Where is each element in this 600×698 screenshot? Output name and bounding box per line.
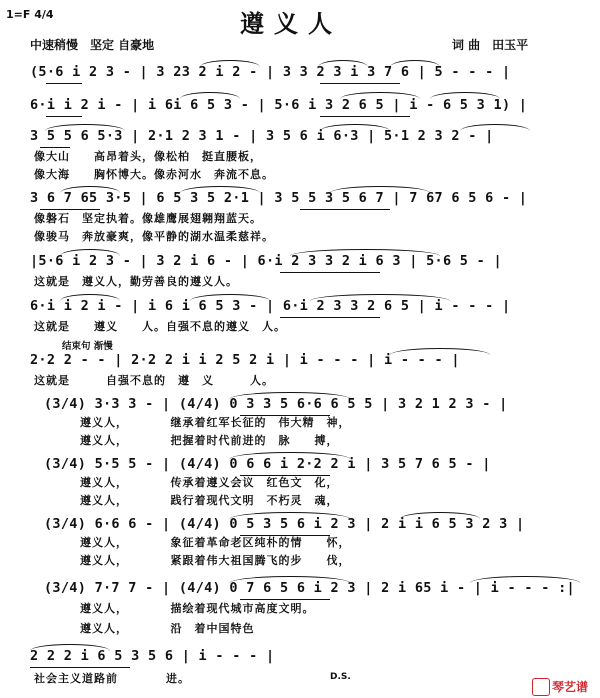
notation-line: (3/4) 5·5 5 - | (4/4) 0 6 6 i 2·2 2 i | 3 5 7 6 5 - | [44, 456, 491, 472]
beam [46, 83, 82, 84]
song-title: 遵义人 [240, 9, 342, 38]
lyric-line: 这就是 遵义人，勤劳善良的遵义人。 [34, 275, 238, 288]
beam [30, 667, 130, 668]
notation-line: 3 5 5 6 5·3 | 2·1 2 3 1 - | 3 5 6 i 6·3 | 5·1 2 3 2 - | [30, 128, 494, 144]
beam [240, 475, 330, 476]
slur [60, 294, 120, 301]
slur [190, 294, 270, 301]
slur [318, 60, 368, 67]
dal-segno-mark: D.S. [330, 672, 351, 682]
beam [280, 317, 380, 318]
slur [390, 348, 490, 355]
notation-line: 3 6 7 65 3·5 | 6 5 3 5 2·1 | 3 5 5 3 5 6 7 | 7 67 6 5 6 - | [30, 190, 528, 206]
notation-line: 2·2 2 - - | 2·2 2 i i 2 5 2 i | i - - - | i - - - | [30, 352, 460, 368]
lyric-line: 像骏马 奔放豪爽，像平静的湖水温柔慈祥。 [34, 230, 274, 243]
logo-icon [532, 678, 550, 696]
slur [400, 512, 480, 519]
slur [310, 294, 450, 301]
slur [230, 452, 350, 459]
slur [30, 644, 110, 651]
lyric-line: 遵义人， 继承着红军长征的 伟大精 神， [80, 416, 351, 429]
slur [320, 124, 390, 131]
slur [45, 124, 125, 131]
beam [280, 272, 380, 273]
beam [320, 83, 400, 84]
slur [330, 186, 430, 193]
lyric-line: 像大海 胸怀博大。像赤河水 奔流不息。 [34, 168, 274, 181]
slur [470, 576, 580, 583]
slur [230, 576, 350, 583]
notation-line: |5·6 i 2 3 - | 3 2 i 6 - | 6·i 2 3 3 2 i 6 3 | 5·6 5 - | [30, 253, 502, 269]
slur [180, 186, 260, 193]
lyric-line: 这就是 遵义 人。自强不息的遵义 人。 [34, 320, 286, 333]
slur [60, 249, 120, 256]
notation-line: (5·6 i 2 3 - | 3 23 2 i 2 - | 3 3 2 3 i 3 7 6 | 5 - - - | [30, 64, 511, 80]
slur [390, 60, 440, 67]
lyric-line: 像大山 高昂着头，像松柏 挺直腰板， [34, 150, 262, 163]
beam [240, 535, 330, 536]
lyric-line: 遵义人， 描绘着现代城市高度文明。 [80, 602, 315, 615]
slur [200, 60, 260, 67]
notation-line: 2 2 2 i 6 5 3 5 6 | i - - - | [30, 648, 275, 664]
notation-line: (3/4) 3·3 3 - | (4/4) 0 3 3 5 6·6 6 5 5 | 3 2 1 2 3 - | [44, 396, 508, 412]
lyric-line: 遵义人， 把握着时代前进的 脉 搏， [80, 434, 339, 447]
composer-credits: 词 曲 田玉平 [452, 38, 529, 52]
slur [460, 124, 530, 131]
notation-line: 6·i i 2 i - | i 6 i 6 5 3 - | 6·i 2 3 3 2 6 5 | i - - - | [30, 298, 511, 314]
lyric-line: 这就是 自强不息的 遵 义 人。 [34, 374, 274, 387]
logo-text: 琴艺谱 [552, 680, 589, 694]
slur [290, 249, 440, 256]
beam [240, 599, 330, 600]
lyric-line: 像磐石 坚定执着。像雄鹰展翅翱翔蓝天。 [34, 212, 262, 225]
lyric-line: 社会主义道路前 进。 [34, 672, 190, 685]
slur [230, 392, 350, 399]
notation-line: (3/4) 6·6 6 - | (4/4) 0 5 3 5 6 i 2 3 | 2 i i 6 5 3 2 3 | [44, 516, 525, 532]
lyric-line: 遵义人， 传承着遵义会议 红色文 化， [80, 476, 339, 489]
tempo-marking: 中速稍慢 坚定 自豪地 [30, 38, 155, 52]
beam [40, 147, 70, 148]
key-signature: 1=F 4/4 [6, 8, 54, 21]
slur [430, 92, 500, 99]
watermark-logo [532, 676, 596, 696]
beam [46, 116, 82, 117]
slur [340, 92, 420, 99]
notation-line: (3/4) 7·7 7 - | (4/4) 0 7 6 5 6 i 2 3 | 2 i 65 i - | i - - - :| [44, 580, 575, 596]
slur [230, 512, 350, 519]
slur [60, 186, 120, 193]
beam [40, 209, 100, 210]
lyric-line: 遵义人， 沿 着中国特色 [80, 622, 255, 635]
lyric-line: 遵义人， 践行着现代文明 不朽灵 魂， [80, 494, 339, 507]
notation-line: 6·i i 2 i - | i 6i 6 5 3 - | 5·6 i 3 2 6 5 | i - 6 5 3 1) | [30, 97, 528, 113]
lyric-line: 遵义人， 象征着革命老区纯朴的情 怀， [80, 536, 351, 549]
performance-note: 结束句 渐慢 [62, 341, 113, 352]
lyric-line: 遵义人， 紧跟着伟大祖国腾飞的步 伐， [80, 554, 351, 567]
beam [300, 209, 390, 210]
beam [240, 415, 330, 416]
beam [320, 116, 410, 117]
slur [180, 92, 240, 99]
